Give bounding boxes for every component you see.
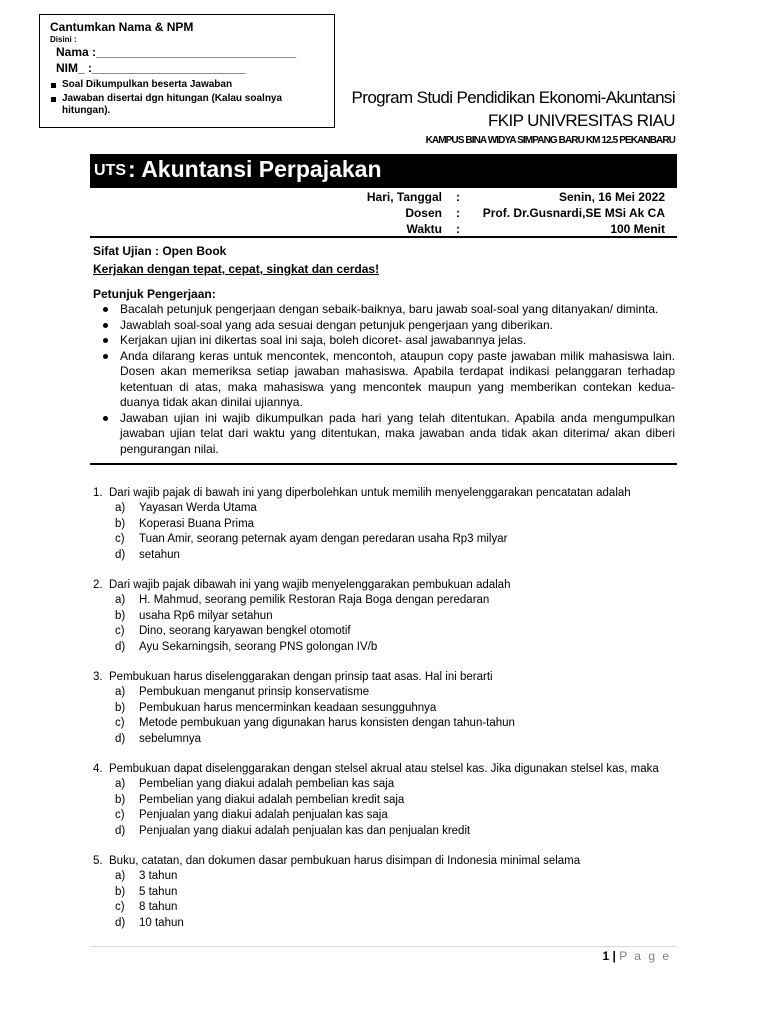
meta-value-lecturer: Prof. Dr.Gusnardi,SE MSi Ak CA — [482, 206, 665, 220]
question-5 — [93, 854, 580, 931]
instruction-item: Jawablah soal-soal yang ada sesuai dengan petunjuk pengerjaan yang diberikan. — [93, 318, 675, 334]
option-text: Penjualan yang diakui adalah penjualan kas saja — [139, 809, 388, 822]
meta-colon: : — [456, 190, 460, 204]
study-program: Program Studi Pendidikan Ekonomi-Akuntansi — [351, 88, 675, 107]
campus-address: KAMPUS BINA WIDYA SIMPANG BARU KM 12.5 PEKANBARU — [425, 135, 675, 146]
page-number: 1 — [602, 949, 610, 963]
option-a[interactable] — [93, 777, 659, 792]
option-letter: c) — [115, 533, 125, 546]
option-b[interactable] — [93, 517, 631, 532]
nim-field[interactable]: NIM_ :_______________________ — [56, 61, 246, 75]
option-c[interactable] — [93, 624, 510, 639]
option-letter: c) — [115, 809, 125, 822]
option-letter: a) — [115, 778, 126, 791]
option-b[interactable] — [93, 793, 659, 808]
option-letter: d) — [115, 548, 126, 561]
meta-value-date: Senin, 16 Mei 2022 — [558, 190, 665, 204]
page-footer — [602, 949, 671, 963]
option-text: Koperasi Buana Prima — [139, 517, 255, 530]
exam-subject: : Akuntansi Perpajakan — [128, 156, 382, 182]
instruction-item: Bacalah petunjuk pengerjaan dengan sebaik-baiknya, baru jawab soal-soal yang ditanyakan/ diminta. — [93, 302, 675, 318]
option-letter: a) — [115, 594, 126, 607]
question-stem — [93, 578, 510, 593]
header-divider — [90, 236, 677, 238]
option-d[interactable] — [93, 916, 580, 931]
option-a[interactable] — [93, 869, 580, 884]
question-stem — [93, 854, 580, 869]
question-text: Buku, catatan, dan dokumen dasar pembukuan harus disimpan di Indonesia minimal selama — [109, 855, 581, 867]
exam-title-banner — [90, 154, 677, 188]
option-text: 10 tahun — [139, 916, 184, 929]
id-box-notes — [50, 79, 324, 117]
option-d[interactable] — [93, 548, 631, 563]
meta-label-time: Waktu — [406, 222, 442, 236]
option-text: 3 tahun — [139, 870, 178, 883]
instruction-item: Jawaban ujian ini wajib dikumpulkan pada hari yang telah ditentukan. Apabila anda mengumpulkan jawaban ujian telat dari waktu yang ditentukan, maka jawaban anda tidak akan diterima/ akan diberi pengurangan nilai. — [93, 411, 675, 458]
instructions-title: Petunjuk Pengerjaan: — [93, 287, 216, 301]
option-text: H. Mahmud, seorang pemilik Restoran Raja Boga dengan peredaran — [139, 594, 490, 607]
option-text: setahun — [139, 548, 180, 561]
meta-label-date: Hari, Tanggal — [366, 190, 442, 204]
option-text: Dino, seorang karyawan bengkel otomotif — [139, 625, 351, 638]
faculty-name: FKIP UNIVRESITAS RIAU — [487, 111, 675, 130]
option-text: 5 tahun — [139, 885, 178, 898]
question-stem — [93, 486, 631, 501]
option-text: Pembukuan menganut prinsip konservatisme — [139, 686, 370, 699]
option-text: usaha Rp6 milyar setahun — [139, 609, 273, 622]
option-text: Pembelian yang diakui adalah pembelian kas saja — [139, 778, 395, 791]
option-letter: b) — [115, 885, 126, 898]
option-a[interactable] — [93, 593, 510, 608]
question-2 — [93, 578, 510, 655]
student-id-box — [39, 14, 335, 128]
option-d[interactable] — [93, 732, 515, 747]
note-item: Soal Dikumpulkan beserta Jawaban — [50, 79, 324, 91]
option-letter: d) — [115, 916, 126, 929]
option-a[interactable] — [93, 685, 515, 700]
id-box-title: Cantumkan Nama & NPM — [50, 20, 194, 34]
option-letter: d) — [115, 640, 126, 653]
question-number: 4. — [93, 763, 103, 775]
option-c[interactable] — [93, 532, 631, 547]
option-letter: b) — [115, 701, 126, 714]
meta-value-time: 100 Menit — [610, 222, 665, 236]
option-d[interactable] — [93, 824, 659, 839]
page-label: P a g e — [619, 949, 671, 963]
exam-type: UTS — [94, 162, 126, 179]
instructions-list — [93, 302, 675, 457]
option-letter: c) — [115, 901, 125, 914]
id-box-subtitle: Disini : — [50, 35, 77, 44]
note-item: Jawaban disertai dgn hitungan (Kalau soalnya hitungan). — [50, 93, 324, 117]
exam-nature: Sifat Ujian : Open Book — [93, 244, 227, 258]
meta-labels — [367, 189, 442, 237]
option-letter: c) — [115, 625, 125, 638]
option-letter: b) — [115, 609, 126, 622]
option-letter: d) — [115, 824, 126, 837]
option-b[interactable] — [93, 701, 515, 716]
option-letter: d) — [115, 732, 126, 745]
option-c[interactable] — [93, 808, 659, 823]
exam-instruction: Kerjakan dengan tepat, cepat, singkat dan cerdas! — [93, 262, 380, 276]
instruction-item: Kerjakan ujian ini dikertas soal ini saja, boleh dicoret- asal jawabannya jelas. — [93, 333, 675, 349]
meta-colons — [456, 189, 460, 237]
question-1 — [93, 486, 631, 563]
option-letter: a) — [115, 870, 126, 883]
option-letter: b) — [115, 517, 126, 530]
option-text: Tuan Amir, seorang peternak ayam dengan peredaran usaha Rp3 milyar — [139, 533, 508, 546]
option-text: sebelumnya — [139, 732, 202, 745]
option-text: 8 tahun — [139, 901, 178, 914]
option-c[interactable] — [93, 900, 580, 915]
option-a[interactable] — [93, 501, 631, 516]
nama-field[interactable]: Nama :______________________________ — [56, 45, 297, 59]
option-text: Pembelian yang diakui adalah pembelian kredit saja — [139, 793, 405, 806]
instruction-item: Anda dilarang keras untuk mencontek, mencontoh, ataupun copy paste jawaban milik mahasiswa lain. Dosen akan memeriksa setiap jawaban mahasiswa. Apabila terdapat indikasi pelanggaran terhadap ketentuan di atas, maka mahasiswa yang mencontek maupun yang memberikan contekan kedua-duanya tidak akan dinilai ujiannya. — [93, 349, 675, 411]
option-d[interactable] — [93, 640, 510, 655]
question-text: Pembukuan dapat diselenggarakan dengan stelsel akrual atau stelsel kas. Jika digunakan stelsel kas, maka — [109, 763, 659, 775]
option-text: Penjualan yang diakui adalah penjualan kas dan penjualan kredit — [139, 824, 471, 837]
option-b[interactable] — [93, 609, 510, 624]
page-separator: | — [612, 949, 616, 963]
question-3 — [93, 670, 515, 747]
meta-label-lecturer: Dosen — [405, 206, 442, 220]
question-number: 5. — [93, 855, 103, 867]
question-number: 3. — [93, 671, 103, 683]
option-c[interactable] — [93, 716, 515, 731]
meta-colon: : — [456, 222, 460, 236]
option-b[interactable] — [93, 885, 580, 900]
question-text: Dari wajib pajak di bawah ini yang diperbolehkan untuk memilih menyelenggarakan pencatatan adalah — [109, 487, 631, 499]
option-letter: a) — [115, 502, 126, 515]
question-text: Pembukuan harus diselenggarakan dengan prinsip taat asas. Hal ini berarti — [109, 671, 493, 683]
footer-divider — [90, 946, 677, 947]
meta-values — [483, 189, 665, 237]
question-4 — [93, 762, 659, 839]
option-letter: c) — [115, 717, 125, 730]
instructions-divider — [90, 463, 677, 465]
question-text: Dari wajib pajak dibawah ini yang wajib menyelenggarakan pembukuan adalah — [109, 579, 511, 591]
option-text: Yayasan Werda Utama — [139, 502, 257, 515]
question-stem — [93, 762, 659, 777]
option-letter: b) — [115, 793, 126, 806]
option-text: Ayu Sekarningsih, seorang PNS golongan IV/b — [139, 640, 378, 653]
option-text: Pembukuan harus mencerminkan keadaan sesungguhnya — [139, 701, 437, 714]
option-text: Metode pembukuan yang digunakan harus konsisten dengan tahun-tahun — [139, 717, 515, 730]
meta-colon: : — [456, 206, 460, 220]
question-stem — [93, 670, 515, 685]
question-number: 1. — [93, 487, 103, 499]
question-number: 2. — [93, 579, 103, 591]
option-letter: a) — [115, 686, 126, 699]
